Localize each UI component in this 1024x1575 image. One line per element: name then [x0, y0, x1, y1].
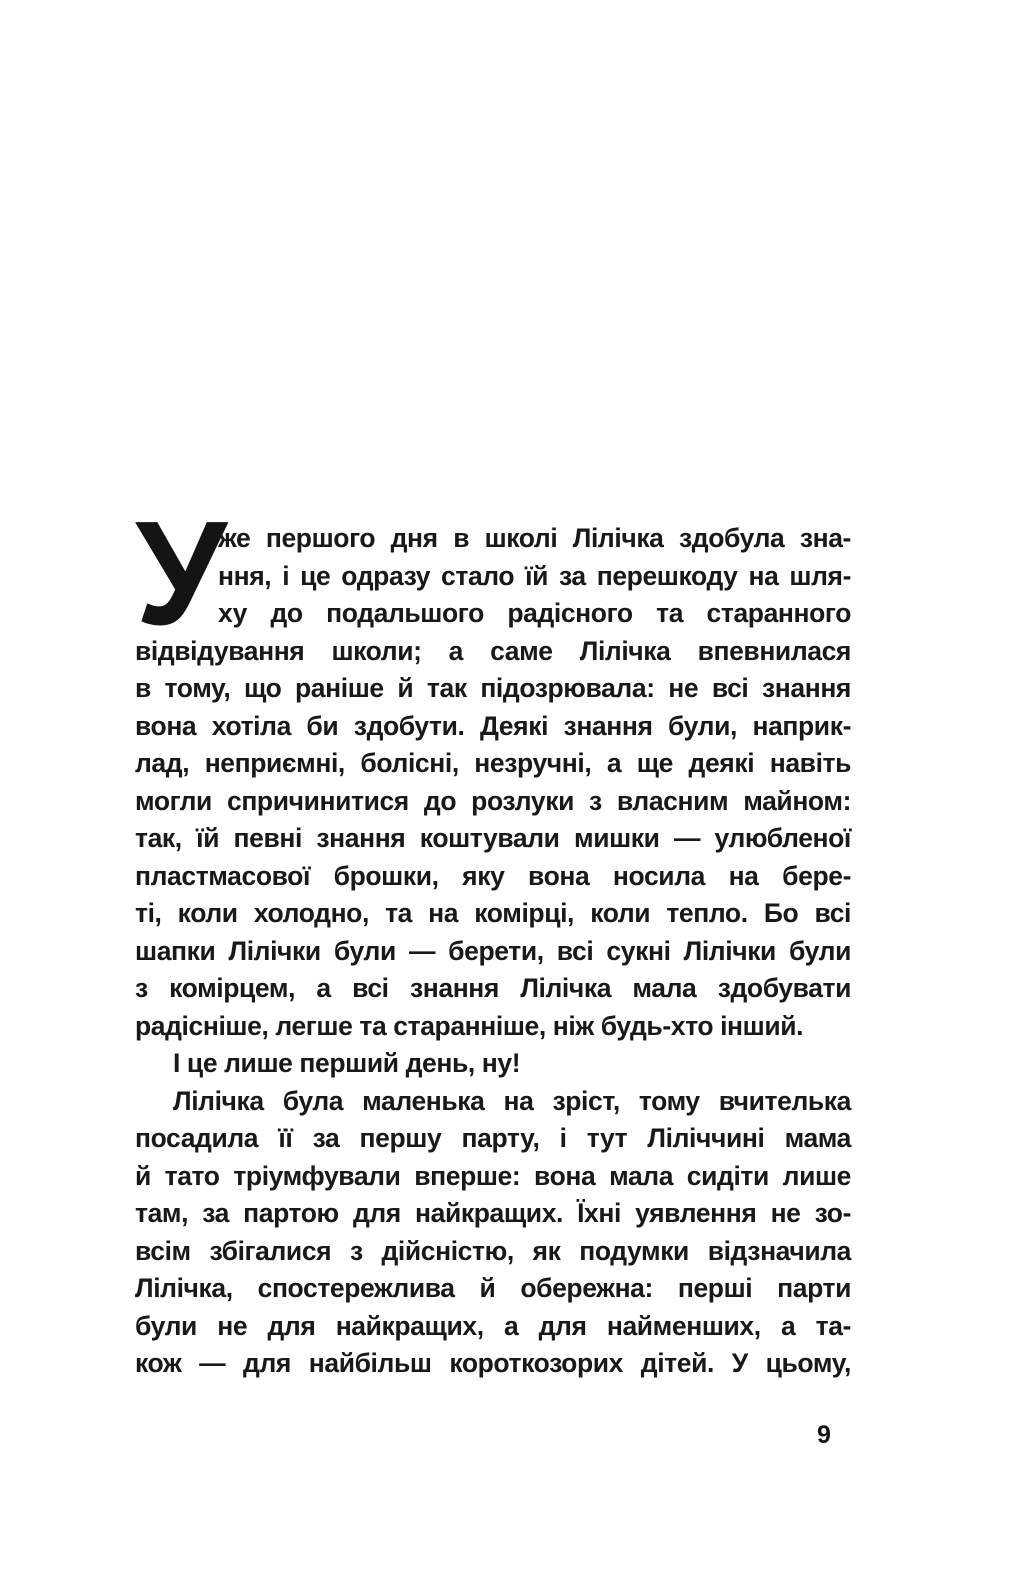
- text-line: могли спричинитися до розлуки з власним майном:: [135, 785, 851, 816]
- text-line: лад, неприємні, болісні, незручні, а ще деякі навіть: [135, 748, 851, 778]
- text-line: так, їй певні знання коштували мишки — улюбленої: [135, 823, 851, 853]
- text-line: кож — для найбільш короткозорих дітей. У цьому,: [135, 1348, 851, 1378]
- text-line: ті, коли холодно, та на комірці, коли тепло. Бо всі: [135, 898, 851, 928]
- paragraph: [135, 1083, 851, 1383]
- text-line: пластмасової брошки, яку вона носила на бере-: [135, 860, 851, 891]
- text-line: же першого дня в школі Лілічка здобула зна-: [218, 523, 851, 553]
- text-line: там, за партою для найкращих. Їхні уявлення не зо-: [135, 1198, 851, 1228]
- text-line: ху до подальшого радісного та старанного: [218, 598, 851, 628]
- text-line: І це лише перший день, ну!: [173, 1048, 521, 1078]
- text-line: й тато тріумфували вперше: вона мала сидіти лише: [135, 1160, 851, 1191]
- text-line: всім збігалися з дійсністю, як подумки відзначила: [135, 1235, 851, 1266]
- text-line: були не для найкращих, а для найменших, а та-: [135, 1310, 851, 1341]
- text-line: з комірцем, а всі знання Лілічка мала здобувати: [135, 973, 851, 1003]
- text-line: відвідування школи; а саме Лілічка впевнилася: [135, 635, 851, 666]
- text-line: в тому, що раніше й так підозрювала: не всі знання: [135, 673, 851, 703]
- text-line: ння, і це одразу стало їй за перешкоду на шля-: [218, 560, 851, 591]
- text-line: радісніше, легше та старанніше, ніж будь-хто інший.: [135, 1010, 804, 1041]
- text-line: Лілічка, спостережлива й обережна: перші парти: [135, 1273, 851, 1303]
- text-line: шапки Лілічки були — берети, всі сукні Лілічки були: [135, 935, 851, 966]
- text-block: [135, 491, 851, 1383]
- text-line: Лілічка була маленька на зріст, тому вчителька: [173, 1085, 851, 1116]
- text-line: посадила її за першу парту, і тут Ліліччині мама: [135, 1123, 851, 1153]
- paragraph: [135, 1045, 851, 1083]
- drop-cap: У: [135, 491, 227, 656]
- text-line: вона хотіла би здобути. Деякі знання були, наприк-: [135, 710, 851, 741]
- paragraph: [135, 491, 851, 1045]
- page-number: 9: [817, 1421, 831, 1449]
